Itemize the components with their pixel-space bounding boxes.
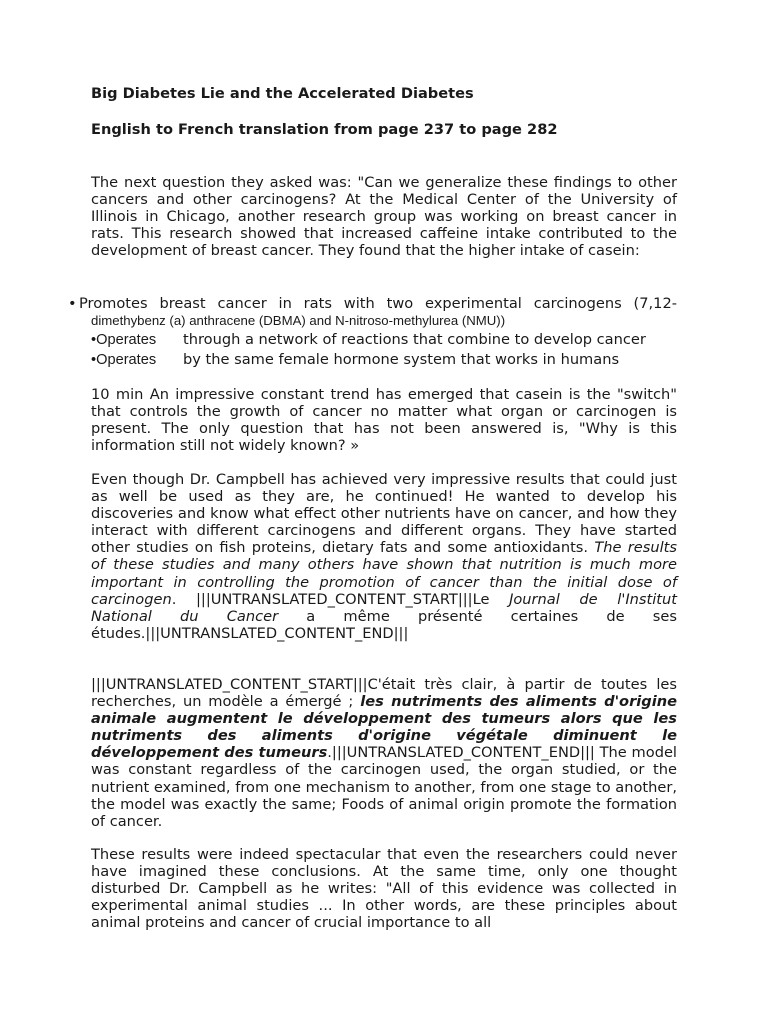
sub-bullet-2 [91,351,619,368]
para4-french-text: |||UNTRANSLATED_CONTENT_START|||C'était très clair, à partir de toutes les recherches, un modèle a émergé ; [91,676,677,711]
paragraph-trend: 10 min An impressive constant trend has emerged that casein is the "switch" that controls the growth of cancer no matter what organ or carcinogen is present. The only question that has not been answered is, "Why is this information still not widely known? » [91,386,677,455]
para3-text: Even though Dr. Campbell has achieved very impressive results that could just as well be used as they are, he continued! He wanted to develop his discoveries and know what effect other nutrients have on cancer, and how they interact with different carcinogens and different organs. They have started other studies on fish proteins, dietary fats and some antioxidants. [91,471,677,557]
bullet-main-line2: dimethybenz (a) anthracene (DBMA) and N-nitroso-methylurea (NMU)) [91,313,506,328]
bullet-main-line1: Promotes breast cancer in rats with two experimental carcinogens (7,12- [79,295,677,312]
sub-bullet-1-label: •Operates [91,332,157,348]
sub-bullet-1-text: through a network of reactions that combine to develop cancer [183,331,646,348]
document-subtitle: English to French translation from page 237 to page 282 [91,121,558,138]
sub-bullet-2-label: •Operates [91,352,157,368]
para3-untranslated-start: . |||UNTRANSLATED_CONTENT_START|||Le [171,590,510,608]
paragraph-model [91,676,677,830]
paragraph-intro: The next question they asked was: "Can we generalize these findings to other cancers and other carcinogens? At the Medical Center of the University of Illinois in Chicago, another research group was working on breast cancer in rats. This research showed that increased caffeine intake contributed to the development of breast cancer. They found that the higher intake of casein: [91,174,677,260]
para4-text: .|||UNTRANSLATED_CONTENT_END||| The model was constant regardless of the carcinogen used, the organ studied, or the nutrient examined, from one mechanism to another, from one stage to another, the model was exactly the same; Foods of animal origin promote the formation of cancer. [91,744,677,830]
para3-italic-text: The results of these studies and many others have shown that nutrition is much more important in controlling the promotion of cancer than the initial dose of carcinogen [91,539,677,608]
journal-name: Journal de l'Institut National du Cancer [91,590,677,625]
para4-bold-italic-text: les nutriments des aliments d'origine animale augmentent le développement des tumeurs alors que les nutriments des aliments d'origine végétale diminuent le développement des tumeurs [91,693,678,762]
sub-bullet-1 [91,331,646,348]
sub-bullet-2-text: by the same female hormone system that works in humans [183,351,620,368]
para3-untranslated-end: a même présenté certaines de ses études.|||UNTRANSLATED_CONTENT_END||| [91,607,677,642]
bullet-marker: • [68,295,77,312]
document-title: Big Diabetes Lie and the Accelerated Diabetes [91,85,474,102]
paragraph-campbell-results [91,471,677,642]
paragraph-spectacular: These results were indeed spectacular that even the researchers could never have imagined these conclusions. At the same time, only one thought disturbed Dr. Campbell as he writes: "All of this evidence was collected in experimental animal studies ... In other words, are these principles about animal proteins and cancer of crucial importance to all [91,846,677,932]
